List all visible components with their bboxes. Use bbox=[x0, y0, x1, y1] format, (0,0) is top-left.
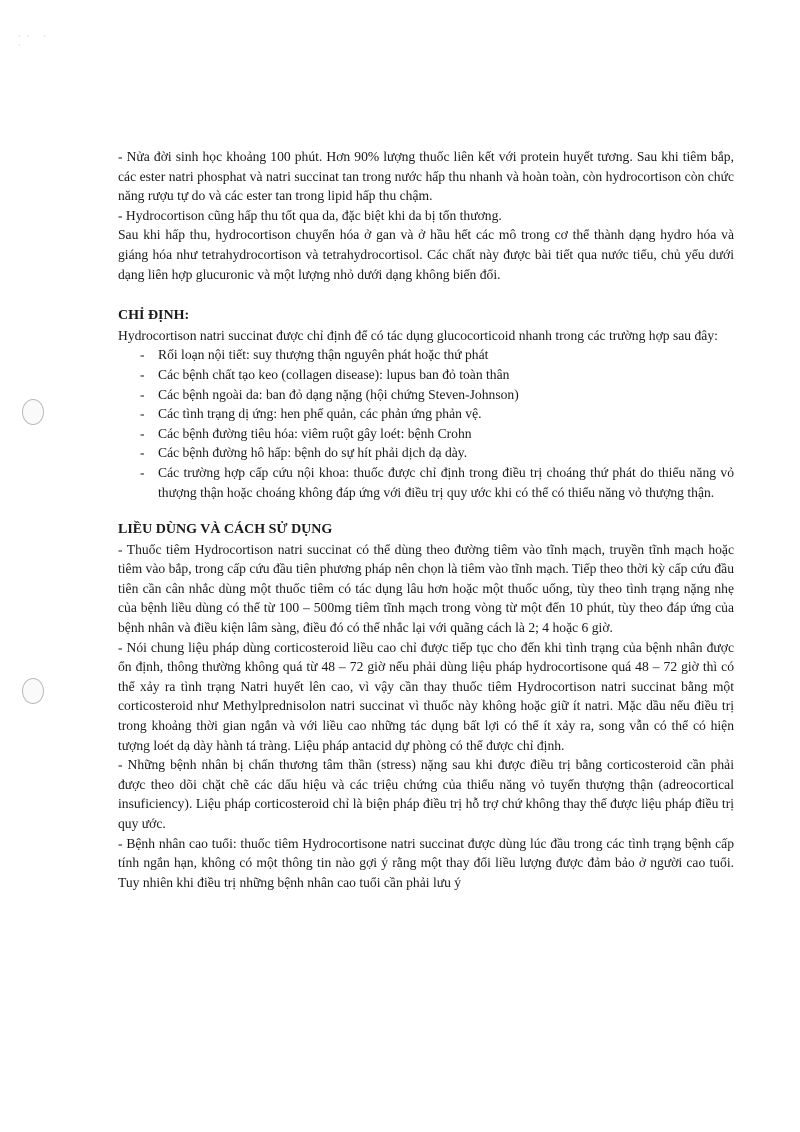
body-paragraph: - Nửa đời sinh học khoảng 100 phút. Hơn 90% lượng thuốc liên kết với protein huyết tương. Sau khi tiêm bắp, các ester natri phosphat và natri succinat tan trong nước hấp thu nhanh và hoàn toàn, còn hydrocortison còn chức năng rượu tự do và các ester tan trong lipid hấp thu chậm. bbox=[118, 149, 734, 204]
list-item-text: Các bệnh đường tiêu hóa: viêm ruột gây loét: bệnh Crohn bbox=[158, 425, 472, 441]
list-item bbox=[118, 385, 734, 405]
list-item bbox=[118, 404, 734, 424]
list-bullet: - bbox=[140, 347, 145, 363]
indications-list bbox=[118, 345, 734, 502]
body-paragraph: - Thuốc tiêm Hydrocortison natri succinat có thể dùng theo đường tiêm vào tĩnh mạch, truyền tĩnh mạch hoặc tiêm vào bắp, trong cấp cứu đầu tiên phương pháp nên chọn là tiêm vào tĩnh mạch. Tiếp theo thời kỳ cấp cứu đầu tiên cần cân nhắc dùng một thuốc tiêm có tác dụng lâu hơn hoặc một thuốc uống, tùy theo tình trạng nặng nhẹ của bệnh liều dùng có thể từ 100 – 500mg tiêm tĩnh mạch trong vòng từ một đến 10 phút, tùy theo đáp ứng của bệnh nhân và điều kiện lâm sàng, điều đó có thể nhắc lại với quãng cách là 2; 4 hoặc 6 giờ. bbox=[118, 541, 734, 636]
list-item-text: Các bệnh ngoài da: ban đỏ dạng nặng (hội chứng Steven-Johnson) bbox=[158, 386, 519, 402]
list-item-text: Các tình trạng dị ứng: hen phế quản, các phản ứng phản vệ. bbox=[158, 406, 482, 422]
list-item bbox=[118, 365, 734, 385]
scan-artifact: ·· · · bbox=[18, 32, 52, 50]
list-item-text: Rối loạn nội tiết: suy thượng thận nguyên phát hoặc thứ phát bbox=[158, 347, 489, 363]
list-bullet: - bbox=[140, 425, 145, 441]
list-bullet: - bbox=[140, 386, 145, 402]
pharmacokinetics-section bbox=[118, 147, 734, 284]
list-item-text: Các bệnh chất tạo keo (collagen disease): lupus ban đỏ toàn thân bbox=[158, 366, 510, 382]
list-item bbox=[118, 345, 734, 365]
punch-hole-mark bbox=[22, 678, 44, 704]
document-body bbox=[118, 147, 734, 892]
indications-section bbox=[118, 306, 734, 502]
indications-intro: Hydrocortison natri succinat được chỉ định để có tác dụng glucocorticoid nhanh trong các trường hợp sau đây: bbox=[118, 327, 718, 343]
list-bullet: - bbox=[140, 366, 145, 382]
list-bullet: - bbox=[140, 445, 145, 461]
section-heading-indications: CHỈ ĐỊNH: bbox=[118, 308, 190, 324]
body-paragraph: - Những bệnh nhân bị chấn thương tâm thần (stress) nặng sau khi được điều trị bằng corticosteroid cần phải được theo dõi chặt chẽ các dấu hiệu và các triệu chứng của thiểu năng vỏ tuyến thượng thận (adreocortical insuficiency). Liệu pháp corticosteroid chỉ là biện pháp điều trị hỗ trợ chứ không thay thế được liệu pháp điều trị quy ước. bbox=[118, 757, 734, 831]
list-item bbox=[118, 424, 734, 444]
body-paragraph: - Nói chung liệu pháp dùng corticosteroid liều cao chỉ được tiếp tục cho đến khi tình trạng của bệnh nhân được ổn định, thông thường không quá từ 48 – 72 giờ nếu phải dùng liệu pháp hydrocortisone quá 48 – 72 giờ thì có thể xảy ra tình trạng Natri huyết lên cao, vì vậy cần thay thuốc tiêm Hydrocortison natri succinat bằng một corticosteroid như Methylprednisolon natri succinat vì thuốc này không hoặc giữ ít natri. Mặc dầu nếu điều trị trong khoảng thời gian ngắn và với liều cao những tác dụng bất lợi có thể ít xảy ra, song vẫn có thể có hiện tượng loét dạ dày hành tá tràng. Liệu pháp antacid dự phòng có thể được chỉ định. bbox=[118, 639, 734, 753]
body-paragraph: - Bệnh nhân cao tuổi: thuốc tiêm Hydrocortisone natri succinat được dùng lúc đầu trong các tình trạng bệnh cấp tính ngắn hạn, không có một thông tin nào gợi ý rằng một thay đổi liều lượng được đảm bảo ở người cao tuổi. Tuy nhiên khi điều trị những bệnh nhân cao tuổi cần phải lưu ý bbox=[118, 835, 734, 890]
punch-hole-mark bbox=[22, 399, 44, 425]
list-bullet: - bbox=[140, 464, 145, 480]
list-item-text: Các trường hợp cấp cứu nội khoa: thuốc được chỉ định trong điều trị choáng thứ phát do thiểu năng vỏ thượng thận hoặc choáng không đáp ứng với điều trị quy ước khi có thể có thiểu năng vỏ thượng thận. bbox=[158, 464, 734, 500]
list-item bbox=[118, 463, 734, 502]
list-item bbox=[118, 443, 734, 463]
list-item-text: Các bệnh đường hô hấp: bệnh do sự hít phải dịch dạ dày. bbox=[158, 445, 468, 461]
body-paragraph: Sau khi hấp thu, hydrocortison chuyển hóa ở gan và ở hầu hết các mô trong cơ thể thành dạng hydro hóa và giáng hóa như tetrahydrocortison và tetrahydrocortisol. Các chất này được bài tiết qua nước tiểu, chủ yếu dưới dạng liên hợp glucuronic và một lượng nhỏ dưới dạng không biến đổi. bbox=[118, 227, 734, 282]
body-paragraph: - Hydrocortison cũng hấp thu tốt qua da, đặc biệt khi da bị tổn thương. bbox=[118, 207, 502, 223]
section-heading-dosage: LIỀU DÙNG VÀ CÁCH SỬ DỤNG bbox=[118, 522, 333, 538]
list-bullet: - bbox=[140, 406, 145, 422]
dosage-section bbox=[118, 520, 734, 892]
